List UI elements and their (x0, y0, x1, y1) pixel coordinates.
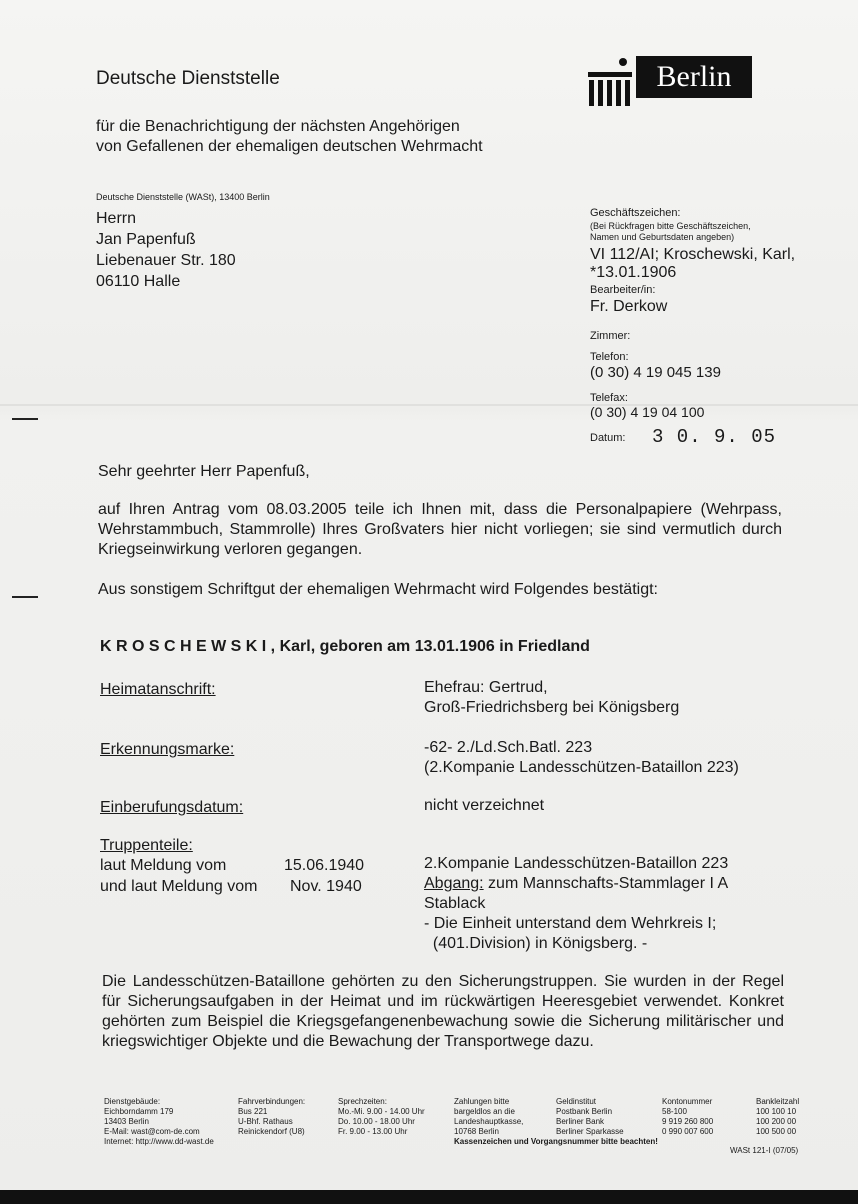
org-subtitle-line-1: für die Benachrichtigung der nächsten Angehörigen (96, 118, 460, 135)
footer-bank-codes: Bankleitzahl 100 100 10 100 200 00 100 500 00 (756, 1097, 800, 1136)
id-tag-label: Erkennungsmarke: (100, 741, 235, 758)
paragraph-2: Aus sonstigem Schriftgut der ehemaligen Wehrmacht wird Folgendes bestätigt: (98, 581, 658, 598)
reference-note-1: (Bei Rückfragen bitte Geschäftszeichen, (590, 221, 751, 231)
induction-value: nicht verzeichnet (424, 797, 545, 814)
form-id: WASt 121-I (07/05) (730, 1146, 799, 1155)
departure-value: zum Mannschafts-Stammlager I A (483, 875, 729, 892)
footer-payments: Zahlungen bitte bargeldlos an die Landeshauptkasse, 10768 Berlin (454, 1097, 524, 1136)
brandenburg-gate-icon (586, 58, 636, 106)
salutation: Sehr geehrter Herr Papenfuß, (98, 463, 310, 480)
footer-accounts: Kontonummer 58-100 9 919 260 800 0 990 007 600 (662, 1097, 714, 1136)
fold-line (0, 404, 858, 406)
clerk-name: Fr. Derkow (590, 298, 668, 315)
unit-note-1: - Die Einheit unterstand dem Wehrkreis I; (424, 915, 717, 932)
departure-line (424, 874, 728, 894)
fax-number: (0 30) 4 19 04 100 (590, 404, 705, 420)
clerk-label: Bearbeiter/in: (590, 284, 656, 296)
report-2-label: und laut Meldung vom (100, 878, 258, 895)
berlin-logo (586, 56, 752, 108)
room-label: Zimmer: (590, 330, 631, 342)
footer-transport: Fahrverbindungen: Bus 221 U-Bhf. Rathaus Reinickendorf (U8) (238, 1097, 306, 1136)
report-1-date: 15.06.1940 (284, 857, 365, 874)
paragraph-1: auf Ihren Antrag vom 08.03.2005 teile ich Ihnen mit, dass die Personalpapiere (Wehrpass, Wehrstammbuch, Stammrolle) Ihres Großvaters hier nicht vorliegen; sie sind vermutlich durch Kriegseinwirkung verloren gegangen. (98, 501, 782, 558)
recipient-name: Jan Papenfuß (96, 231, 196, 248)
paragraph-3: Die Landesschützen-Bataillone gehörten zu den Sicherungstruppen. Sie wurden in der Regel für Sicherungsaufgaben in der Heimat und im rückwärtigen Heeresgebiet verwendet. Konkret gehörten zum Beispiel die Kriegsgefangenenbewachung sowie die Sicherung militärischer und kriegswichtiger Objekte und die Bewachung der Transportwege dazu. (102, 973, 784, 1050)
reference-label: Geschäftszeichen: (590, 207, 681, 219)
reference-value-1: VI 112/AI; Kroschewski, Karl, (590, 246, 796, 263)
footer-notice: Kassenzeichen und Vorgangsnummer bitte beachten! (454, 1137, 658, 1146)
scan-edge (0, 1190, 858, 1204)
phone-number: (0 30) 4 19 045 139 (590, 364, 721, 381)
date-stamp: 3 0. 9. 05 (652, 426, 777, 448)
home-address-line-2: Groß-Friedrichsberg bei Königsberg (424, 699, 680, 716)
units-label: Truppenteile: (100, 837, 193, 854)
recipient-salutation: Herrn (96, 210, 137, 227)
footer-institute: Geldinstitut Postbank Berlin Berliner Bank Berliner Sparkasse (556, 1097, 624, 1136)
footer-building: Dienstgebäude: Eichborndamm 179 13403 Berlin E-Mail: wast@com-de.com Internet: http://www.dd-wast.de (104, 1097, 214, 1146)
date-label: Datum: (590, 432, 626, 444)
org-subtitle-line-2: von Gefallenen der ehemaligen deutschen Wehrmacht (96, 138, 483, 155)
id-tag-line-1: -62- 2./Ld.Sch.Batl. 223 (424, 739, 593, 756)
recipient-city: 06110 Halle (96, 273, 181, 290)
sender-line: Deutsche Dienststelle (WASt), 13400 Berlin (96, 192, 270, 202)
org-name: Deutsche Dienststelle (96, 68, 280, 89)
footer-hours: Sprechzeiten: Mo.-Mi. 9.00 - 14.00 Uhr Do. 10.00 - 18.00 Uhr Fr. 9.00 - 13.00 Uhr (338, 1097, 425, 1136)
logo-text: Berlin (636, 56, 752, 98)
home-address-line-1: Ehefrau: Gertrud, (424, 679, 548, 696)
person-details: Karl, geboren am 13.01.1906 in Friedland (279, 638, 590, 655)
recipient-street: Liebenauer Str. 180 (96, 252, 236, 269)
person-heading (100, 638, 590, 656)
punch-mark (12, 596, 38, 598)
departure-continued: Stablack (424, 895, 486, 912)
reference-value-2: *13.01.1906 (590, 264, 677, 281)
fax-label: Telefax: (590, 392, 628, 404)
report-1-label: laut Meldung vom (100, 857, 227, 874)
home-address-label: Heimatanschrift: (100, 681, 216, 698)
phone-label: Telefon: (590, 351, 629, 363)
unit-value: 2.Kompanie Landesschützen-Bataillon 223 (424, 855, 729, 872)
unit-note-2: (401.Division) in Königsberg. - (424, 935, 648, 952)
id-tag-line-2: (2.Kompanie Landesschützen-Bataillon 223) (424, 759, 739, 776)
reference-note-2: Namen und Geburtsdaten angeben) (590, 232, 735, 242)
report-2-date: Nov. 1940 (290, 878, 362, 895)
person-surname: K R O S C H E W S K I , (100, 638, 276, 655)
induction-label: Einberufungsdatum: (100, 799, 244, 816)
punch-mark (12, 418, 38, 420)
departure-label: Abgang: (424, 875, 484, 892)
